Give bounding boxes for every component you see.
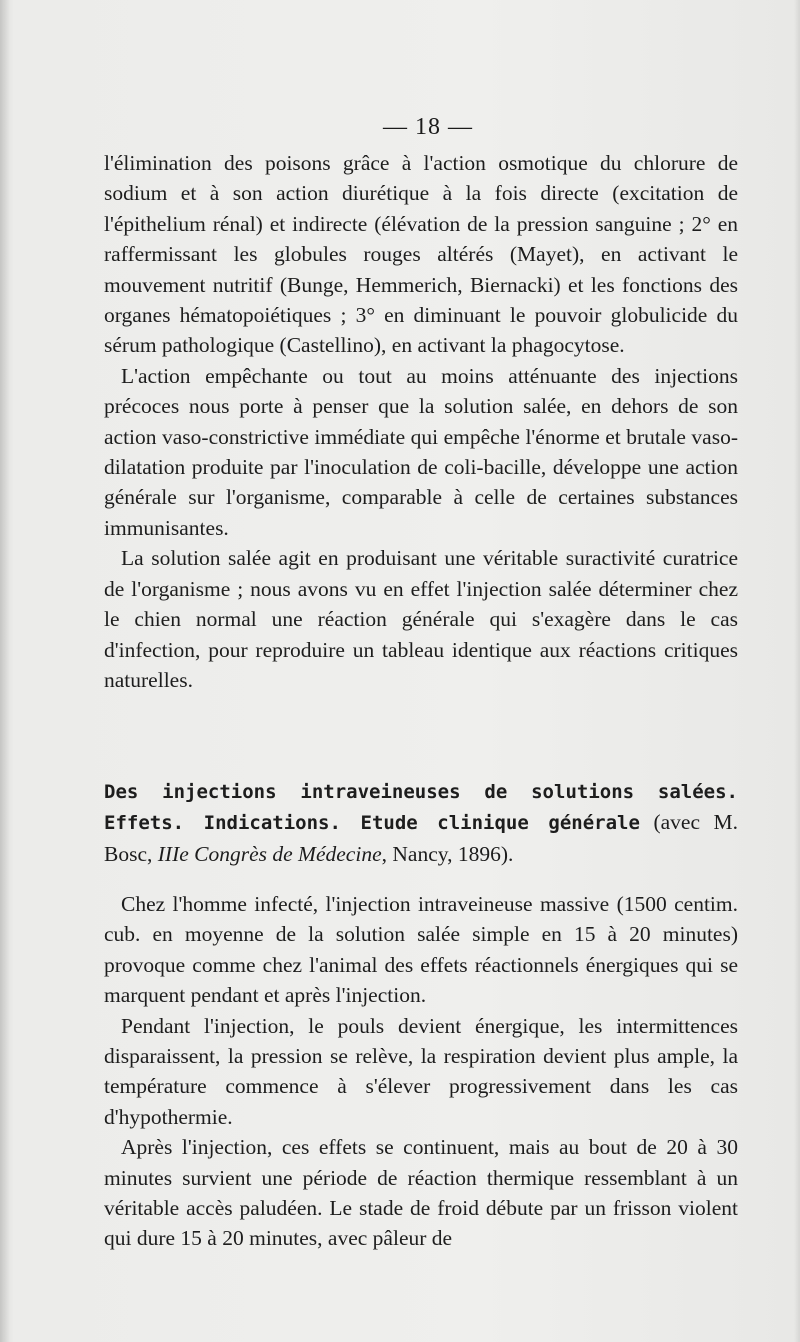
section-heading-ref-suffix: , Nancy, 1896).: [381, 841, 514, 866]
page-gutter-shadow: [0, 0, 10, 1342]
paragraph-apres-injection: Après l'injection, ces effets se continuent, mais au bout de 20 à 30 minutes survient une période de réaction thermique ressemblant à un véritable accès paludéen. Le stade de froid débute par un frisson violent qui dure 15 à 20 minutes, avec pâleur de: [104, 1135, 738, 1251]
paragraph-action-empechante: L'action empêchante ou tout au moins atténuante des injections précoces nous porte à penser que la solution salée, en dehors de son action vaso-constrictive immédiate qui empêche l'énorme et brutale vaso-dilatation produite par l'inoculation de coli-bacille, développe une action générale sur l'organisme, comparable à celle de certaines substances immunisantes.: [104, 363, 738, 540]
section-heading-block: [104, 776, 738, 869]
paragraph-homme-infecte: Chez l'homme infecté, l'injection intraveineuse massive (1500 centim. cub. en moyenne de la solution salée simple en 15 à 20 minutes) provoque comme chez l'animal des effets réactionnels énergiques qui se marquent pendant et après l'injection.: [104, 892, 738, 1008]
section-heading-ref-title: IIIe Congrès de Médecine: [157, 841, 382, 866]
section-heading-title: Des injections intraveineuses de solutions salées. Effets. Indications. Etude clinique générale: [104, 781, 738, 835]
page-edge-shadow: [794, 0, 800, 1342]
section-heading-ref-prefix: (avec M. Bosc,: [104, 810, 738, 866]
section-heading: [104, 776, 738, 869]
paragraph-continuation: l'élimination des poisons grâce à l'action osmotique du chlorure de sodium et à son action diurétique à la fois directe (excitation de l'épithelium rénal) et indirecte (élévation de la pression sanguine ; 2° en raffermissant les globules rouges altérés (Mayet), en activant le mouvement nutritif (Bunge, Hemmerich, Biernacki) et les fonctions des organes hématopoiétiques ; 3° en diminuant le pouvoir globulicide du sérum pathologique (Castellino), en activant la phagocytose.: [104, 151, 738, 358]
text-block-bottom: [104, 889, 738, 1254]
page-number: — 18 —: [383, 114, 473, 140]
paragraph-solution-salee: La solution salée agit en produisant une véritable suractivité curatrice de l'organisme ; nous avons vu en effet l'injection salée déterminer chez le chien normal une réaction générale qui s'exagère dans le cas d'infection, pour reproduire un tableau identique aux réactions critiques naturelles.: [104, 546, 738, 692]
text-block-top: [104, 148, 738, 695]
paragraph-pendant-injection: Pendant l'injection, le pouls devient énergique, les intermittences disparaissent, la pression se relève, la respiration devient plus ample, la température commence à s'élever progressivement dans les cas d'hypothermie.: [104, 1013, 738, 1129]
